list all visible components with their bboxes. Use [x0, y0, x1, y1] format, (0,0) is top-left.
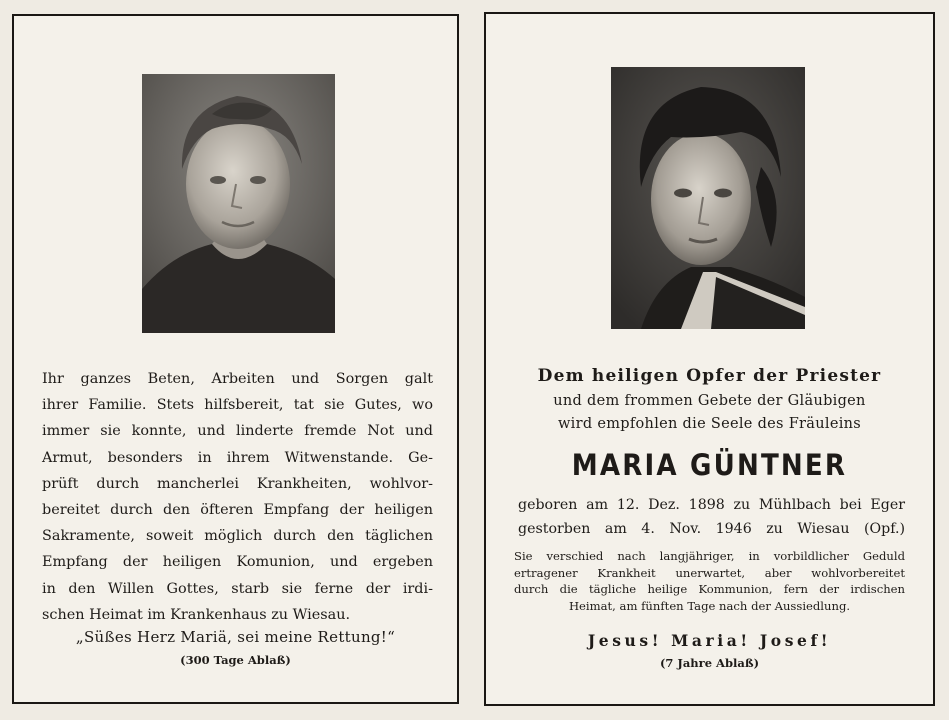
detail-line: Heimat, am fünften Tage nach der Aussiedlung.	[568, 598, 851, 613]
bio-line: Empfang der heiligen Komunion, und ergeben	[42, 554, 433, 571]
intro-text	[486, 362, 933, 436]
portrait-young-woman	[611, 67, 805, 329]
right-prayer: Jesus! Maria! Josef!	[587, 631, 832, 650]
bio-line: in den Willen Gottes, starb sie ferne der irdi-	[42, 580, 433, 597]
right-memorial-card	[484, 12, 935, 706]
portrait-young-woman-image	[611, 67, 805, 329]
death-details	[514, 548, 905, 614]
intro-line-1: Dem heiligen Opfer der Priester	[537, 366, 882, 386]
intro-line-3: wird empfohlen die Seele des Fräuleins	[557, 416, 862, 432]
left-prayer: „Süßes Herz Mariä, sei meine Rettung!“	[75, 628, 396, 646]
bio-line: schen Heimat im Krankenhaus zu Wiesau.	[42, 606, 351, 623]
portrait-elderly-woman-image	[142, 74, 335, 333]
bio-line: immer sie konnte, und linderte fremde Not und	[42, 423, 433, 440]
right-indulgence: (7 Jahre Ablaß)	[659, 656, 760, 670]
detail-line: ertragener Krankheit unerwartet, aber wohlvorbereitet	[514, 565, 905, 580]
intro-line-2: und dem frommen Gebete der Gläubigen	[553, 393, 866, 409]
bio-line: Armut, besonders in ihrem Witwenstande. Ge-	[42, 449, 433, 466]
life-dates	[518, 493, 905, 541]
detail-line: durch die tägliche heilige Kommunion, fern der irdischen	[514, 582, 905, 597]
birth-line: geboren am 12. Dez. 1898 zu Mühlbach bei Eger	[518, 497, 905, 513]
death-line: gestorben am 4. Nov. 1946 zu Wiesau (Opf.)	[518, 521, 905, 537]
bio-line: Sakramente, soweit möglich durch den täglichen	[42, 528, 433, 545]
bio-line: bereitet durch den öfteren Empfang der heiligen	[42, 502, 433, 519]
left-biography-text	[42, 366, 433, 628]
left-indulgence: (300 Tage Ablaß)	[180, 653, 291, 667]
left-memorial-card	[12, 14, 459, 704]
bio-line: prüft durch mancherlei Krankheiten, wohlvor-	[42, 475, 433, 492]
deceased-name: MARIA GÜNTNER	[571, 448, 848, 482]
bio-line: Ihr ganzes Beten, Arbeiten und Sorgen galt	[42, 371, 433, 387]
bio-line: ihrer Familie. Stets hilfsbereit, tat sie Gutes, wo	[42, 397, 433, 414]
detail-line: Sie verschied nach langjähriger, in vorbildlicher Geduld	[514, 549, 905, 563]
portrait-elderly-woman	[142, 74, 335, 333]
